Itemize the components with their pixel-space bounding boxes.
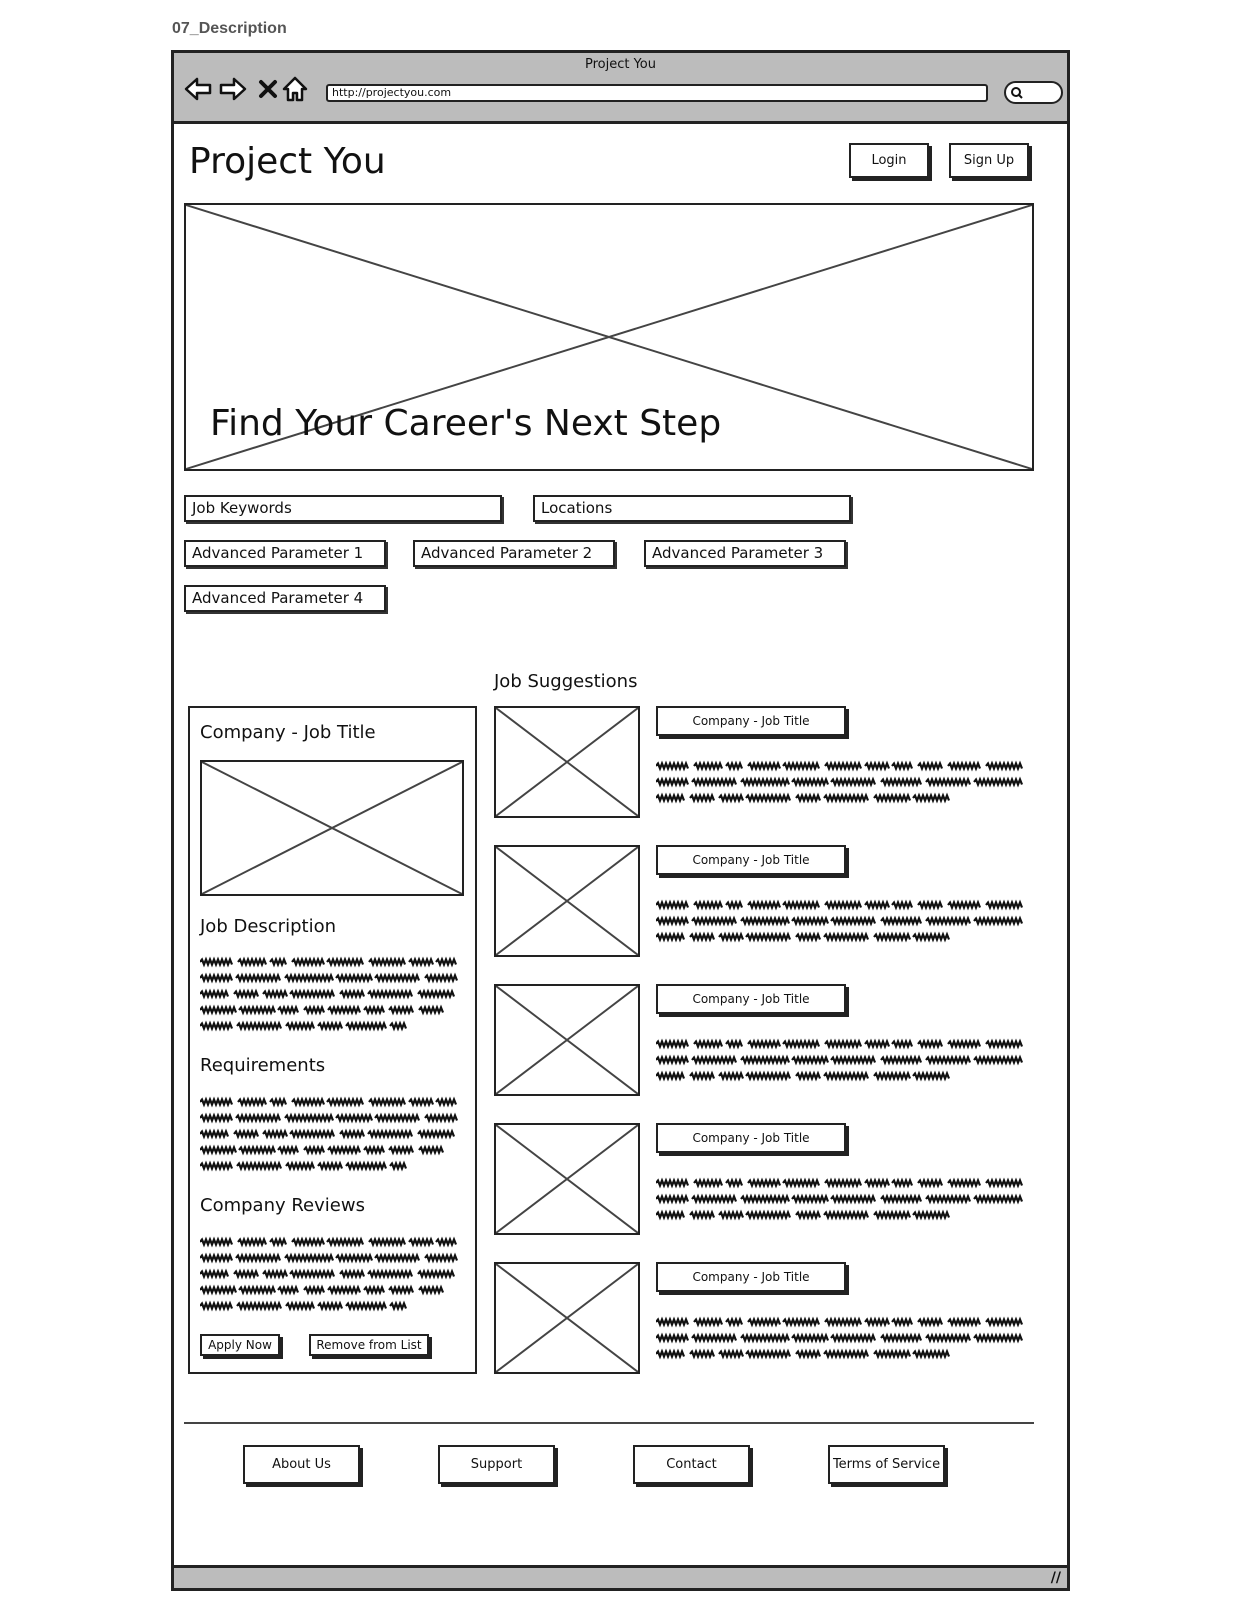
job-keywords-input[interactable]: Job Keywords [184,495,502,522]
footer-divider [184,1422,1034,1424]
brand-title: Project You [189,141,386,182]
detail-job-title: Company - Job Title [200,722,376,743]
suggestion-image-placeholder [494,1262,640,1374]
requirements-heading: Requirements [200,1055,326,1076]
job-description-text [200,954,460,1032]
suggestion-description-text [656,1036,1026,1082]
footer-support-link[interactable]: Support [438,1445,555,1484]
job-suggestions-heading: Job Suggestions [494,671,638,692]
advanced-parameter-2[interactable]: Advanced Parameter 2 [413,540,615,567]
suggestion-description-text [656,1314,1026,1360]
suggestion-job-title-button[interactable]: Company - Job Title [656,1123,846,1153]
browser-search-field[interactable] [1004,81,1063,104]
page-caption: 07_Description [172,20,287,37]
suggestion-image-placeholder [494,1123,640,1235]
search-icon [1010,85,1024,104]
browser-statusbar [174,1565,1067,1588]
footer-about-us-link[interactable]: About Us [243,1445,360,1484]
hero-image-placeholder [184,203,1034,471]
apply-now-button[interactable]: Apply Now [200,1334,280,1356]
company-reviews-heading: Company Reviews [200,1195,365,1216]
footer-terms-link[interactable]: Terms of Service [828,1445,945,1484]
job-detail-panel [188,706,477,1374]
suggestion-description-text [656,897,1026,943]
suggestion-job-title-button[interactable]: Company - Job Title [656,706,846,736]
locations-input[interactable]: Locations [533,495,851,522]
resize-grip-icon[interactable]: // [1050,1570,1061,1586]
advanced-parameter-1[interactable]: Advanced Parameter 1 [184,540,386,567]
remove-from-list-button[interactable]: Remove from List [309,1334,429,1356]
suggestion-job-title-button[interactable]: Company - Job Title [656,1262,846,1292]
suggestion-item[interactable] [494,1123,1034,1235]
advanced-parameter-3[interactable]: Advanced Parameter 3 [644,540,846,567]
back-arrow-icon[interactable] [184,76,212,102]
suggestion-item[interactable] [494,1262,1034,1374]
footer-contact-link[interactable]: Contact [633,1445,750,1484]
job-description-heading: Job Description [200,916,336,937]
advanced-parameter-4[interactable]: Advanced Parameter 4 [184,585,386,612]
login-button[interactable]: Login [849,143,929,178]
window-title: Project You [584,57,657,72]
suggestion-item[interactable] [494,984,1034,1096]
suggestion-description-text [656,1175,1026,1221]
detail-image-placeholder [200,760,464,896]
hero-headline: Find Your Career's Next Step [210,403,722,444]
suggestion-description-text [656,758,1026,804]
url-bar[interactable]: http://projectyou.com [326,84,988,102]
suggestion-item[interactable] [494,706,1034,818]
requirements-text [200,1094,460,1172]
forward-arrow-icon[interactable] [219,76,247,102]
suggestion-job-title-button[interactable]: Company - Job Title [656,984,846,1014]
suggestion-job-title-button[interactable]: Company - Job Title [656,845,846,875]
close-x-icon[interactable] [254,76,282,102]
signup-button[interactable]: Sign Up [949,143,1029,178]
suggestion-image-placeholder [494,984,640,1096]
home-icon[interactable] [281,76,309,102]
suggestion-item[interactable] [494,845,1034,957]
suggestion-image-placeholder [494,706,640,818]
company-reviews-text [200,1234,460,1312]
browser-titlebar [174,53,1067,124]
suggestion-image-placeholder [494,845,640,957]
browser-window [171,50,1070,1591]
